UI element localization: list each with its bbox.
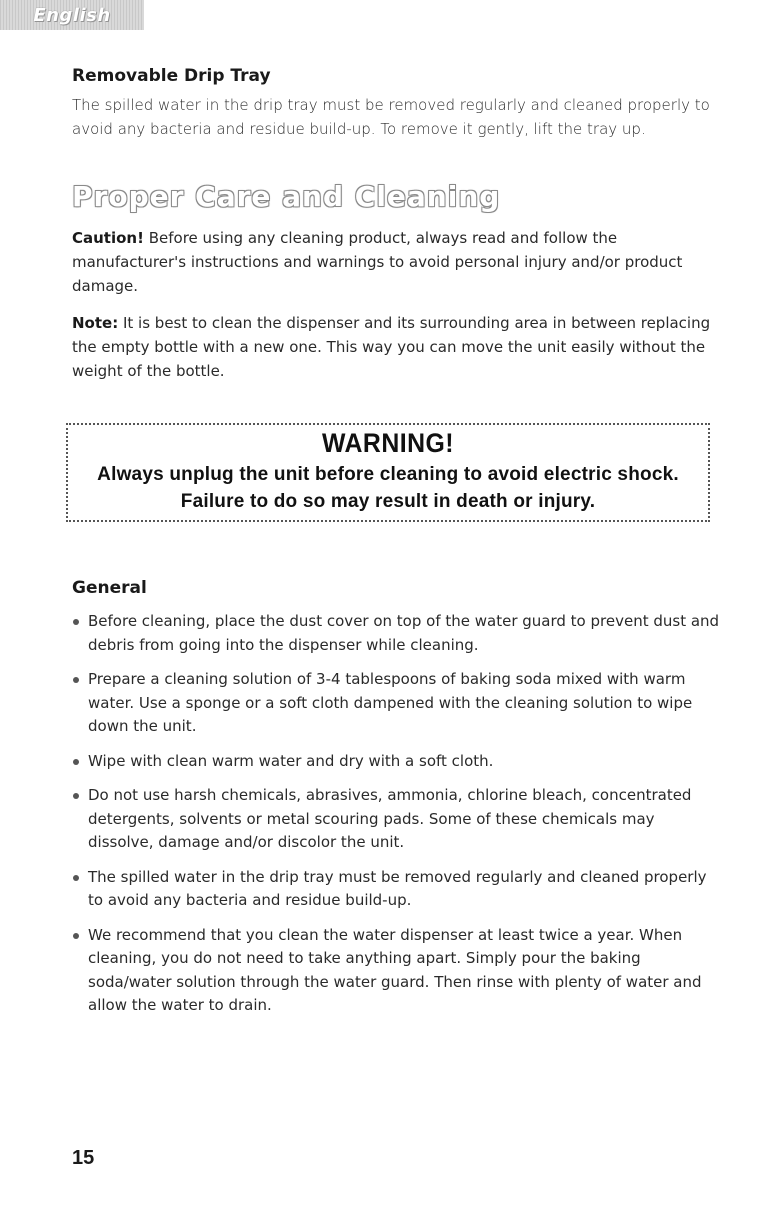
list-item [72, 610, 722, 657]
list-item [72, 784, 722, 855]
bullet-icon [73, 875, 79, 881]
list-item-text: Do not use harsh chemicals, abrasives, ammonia, chlorine bleach, concentrated detergents, solvents or metal scouring pads. Some of these chemicals may dissolve, damage and/or discolor the unit. [88, 786, 692, 851]
bullet-icon [73, 933, 79, 939]
list-item-text: Before cleaning, place the dust cover on top of the water guard to prevent dust and debris from going into the dispenser while cleaning. [88, 612, 720, 654]
page-number: 15 [72, 1147, 95, 1169]
bullet-icon [73, 793, 79, 799]
caution-block [72, 226, 722, 298]
caution-text: Before using any cleaning product, always read and follow the manufacturer's instructions and warnings to avoid personal injury and/or product damage. [72, 229, 683, 295]
list-item-text: We recommend that you clean the water dispenser at least twice a year. When cleaning, you do not need to take anything apart. Simply pour the baking soda/water solution through the water guard. Then rinse with plenty of water and allow the water to drain. [88, 925, 702, 1014]
drip-tray-paragraph: The spilled water in the drip tray must be removed regularly and cleaned properly to avoid any bacteria and residue build-up. To remove it gently, lift the tray up. [72, 96, 710, 138]
note-text: It is best to clean the dispenser and its surrounding area in between replacing the empty bottle with a new one. This way you can move the unit easily without the weight of the bottle. [72, 314, 711, 380]
general-heading: General [72, 578, 147, 598]
bullet-icon [73, 677, 79, 683]
drip-tray-heading: Removable Drip Tray [72, 66, 271, 86]
list-item [72, 750, 722, 774]
care-cleaning-heading: Proper Care and Cleaning [72, 180, 501, 213]
bullet-icon [73, 619, 79, 625]
list-item [72, 924, 722, 1018]
language-tab [0, 0, 144, 30]
general-list [72, 610, 722, 1029]
note-block [72, 311, 722, 383]
list-item [72, 866, 722, 913]
list-item-text: The spilled water in the drip tray must be removed regularly and cleaned properly to avoid any bacteria and residue build-up. [88, 867, 707, 909]
warning-title: WARNING! [321, 428, 454, 458]
warning-box [66, 423, 710, 522]
warning-text: Always unplug the unit before cleaning to avoid electric shock. Failure to do so may result in death or injury. [97, 464, 679, 512]
list-item [72, 668, 722, 739]
list-item-text: Prepare a cleaning solution of 3-4 tablespoons of baking soda mixed with warm water. Use a sponge or a soft cloth dampened with the cleaning solution to wipe down the unit. [88, 670, 693, 735]
language-tab-label: English [33, 4, 111, 26]
list-item-text: Wipe with clean warm water and dry with a soft cloth. [88, 751, 494, 770]
caution-label: Caution! [72, 229, 144, 247]
note-label: Note: [72, 314, 119, 332]
bullet-icon [73, 759, 79, 765]
